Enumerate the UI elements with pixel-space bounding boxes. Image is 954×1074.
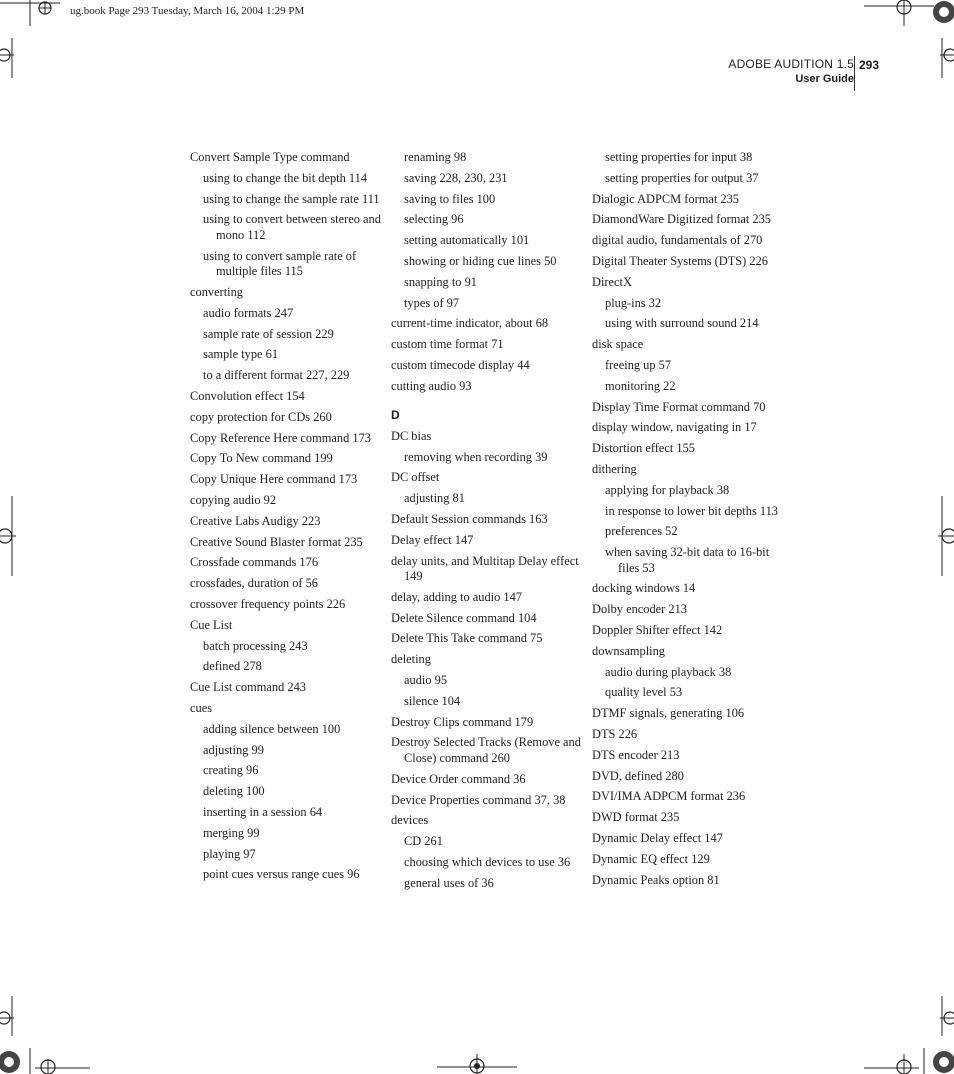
index-subentry: when saving 32-bit data to 16-bit files 53 — [605, 545, 770, 575]
index-entry: Cue List — [190, 617, 233, 632]
registration-mark-left-upper — [0, 38, 20, 78]
index-subentry: audio 95 — [404, 673, 448, 688]
index-entry: delay units, and Multitap Delay effect 149 — [391, 553, 579, 584]
index-entry: DiamondWare Digitized format 235 — [592, 212, 771, 227]
index-entry: Dialogic ADPCM format 235 — [592, 191, 739, 206]
index-entry: Dynamic Peaks option 81 — [592, 872, 720, 887]
index-column-1 — [190, 150, 385, 888]
index-entry: Copy To New command 199 — [190, 451, 333, 466]
index-subentry: CD 261 — [404, 834, 443, 849]
index-entry: Copy Unique Here command 173 — [190, 472, 358, 487]
index-subentry: monitoring 22 — [605, 378, 676, 393]
index-entry: Doppler Shifter effect 142 — [592, 623, 723, 638]
index-subentry: saving 228, 230, 231 — [404, 170, 508, 185]
index-entry: custom time format 71 — [391, 337, 504, 352]
index-entry: DWD format 235 — [592, 810, 680, 825]
index-subentry: using to change the bit depth 114 — [203, 170, 368, 185]
index-subentry: batch processing 243 — [203, 638, 308, 653]
index-entry: Dynamic Delay effect 147 — [592, 831, 723, 845]
index-entry: current-time indicator, about 68 — [391, 316, 549, 331]
index-entry: Dolby encoder 213 — [592, 602, 687, 617]
index-subentry: adding silence between 100 — [203, 721, 341, 736]
index-column-3 — [592, 150, 792, 893]
index-entry: DVI/IMA ADPCM format 236 — [592, 789, 746, 804]
index-entry: DC offset — [391, 470, 440, 485]
index-entry: Copy Reference Here command 173 — [190, 430, 371, 445]
index-subentry: creating 96 — [203, 763, 259, 778]
index-entry: Destroy Selected Tracks (Remove and Close) command 260 — [391, 735, 581, 765]
index-subentry: using to convert sample rate of multiple files 115 — [203, 248, 357, 279]
registration-mark-bottom-left — [0, 1044, 90, 1074]
index-subentry: showing or hiding cue lines 50 — [404, 253, 557, 268]
index-entry: Dynamic EQ effect 129 — [592, 851, 710, 866]
index-subentry: plug-ins 32 — [605, 295, 662, 310]
index-entry: downsampling — [592, 643, 665, 658]
index-subentry: setting automatically 101 — [404, 233, 530, 248]
index-entry: Default Session commands 163 — [391, 511, 548, 526]
index-subentry: sample type 61 — [203, 347, 279, 362]
index-entry: crossover frequency points 226 — [190, 596, 346, 611]
index-subentry: selecting 96 — [404, 212, 464, 227]
index-entry: Delay effect 147 — [391, 532, 474, 547]
index-subentry: inserting in a session 64 — [203, 804, 323, 819]
registration-mark-left-lower — [0, 996, 20, 1036]
index-entry: dithering — [592, 461, 637, 476]
index-entry: cutting audio 93 — [391, 378, 472, 393]
guide-name: User Guide — [795, 73, 854, 85]
index-subentry: merging 99 — [203, 825, 260, 840]
index-entry: Convolution effect 154 — [190, 388, 305, 403]
index-entry: converting — [190, 284, 243, 299]
running-header — [728, 57, 854, 85]
index-entry: disk space — [592, 337, 644, 352]
registration-mark-right-upper — [934, 38, 954, 78]
index-subentry: using with surround sound 214 — [605, 316, 759, 331]
product-name: ADOBE AUDITION 1.5 — [728, 57, 854, 71]
index-entry: Device Order command 36 — [391, 771, 526, 786]
print-slug: ug.book Page 293 Tuesday, March 16, 2004 1:29 PM — [70, 5, 305, 17]
registration-mark-top-right — [864, 0, 954, 30]
index-entry: DC bias — [391, 428, 432, 443]
index-subentry: point cues versus range cues 96 — [203, 867, 360, 882]
registration-mark-bottom-center — [437, 1050, 517, 1074]
index-subentry: in response to lower bit depths 113 — [605, 503, 778, 518]
index-entry: Creative Sound Blaster format 235 — [190, 534, 363, 549]
index-section-letter: D — [391, 408, 400, 423]
index-subentry: setting properties for output 37 — [605, 170, 759, 185]
index-entry: Crossfade commands 176 — [190, 555, 319, 570]
index-subentry: general uses of 36 — [404, 875, 494, 890]
index-entry: devices — [391, 813, 429, 828]
index-entry: Delete This Take command 75 — [391, 631, 543, 646]
header-divider — [854, 56, 855, 91]
index-entry: custom timecode display 44 — [391, 357, 530, 372]
index-subentry: setting properties for input 38 — [605, 150, 753, 164]
index-subentry: applying for playback 38 — [605, 482, 730, 497]
registration-mark-bottom-right — [864, 1044, 954, 1074]
index-entry: Digital Theater Systems (DTS) 226 — [592, 253, 768, 268]
registration-mark-top-left — [0, 0, 60, 30]
index-entry: Distortion effect 155 — [592, 441, 696, 456]
index-subentry: adjusting 81 — [404, 491, 465, 506]
page-number: 293 — [859, 58, 880, 72]
registration-mark-left-middle — [0, 496, 20, 576]
index-entry: Creative Labs Audigy 223 — [190, 513, 321, 528]
index-subentry: playing 97 — [203, 846, 256, 861]
index-entry: Delete Silence command 104 — [391, 610, 537, 625]
index-entry: Display Time Format command 70 — [592, 399, 766, 414]
index-subentry: choosing which devices to use 36 — [404, 854, 571, 869]
registration-mark-right-lower — [934, 996, 954, 1036]
index-entry: Convert Sample Type command — [190, 150, 350, 164]
index-subentry: audio during playback 38 — [605, 664, 732, 679]
index-subentry: adjusting 99 — [203, 742, 264, 757]
index-subentry: removing when recording 39 — [404, 449, 548, 464]
index-entry: digital audio, fundamentals of 270 — [592, 233, 763, 248]
index-entry: DirectX — [592, 274, 632, 289]
index-subentry: silence 104 — [404, 693, 461, 708]
index-entry: Device Properties command 37, 38 — [391, 792, 566, 807]
index-entry: deleting — [391, 652, 431, 667]
index-entry: Cue List command 243 — [190, 680, 306, 695]
index-entry: delay, adding to audio 147 — [391, 589, 522, 604]
index-subentry: quality level 53 — [605, 685, 683, 700]
index-entry: DTMF signals, generating 106 — [592, 706, 745, 721]
index-subentry: to a different format 227, 229 — [203, 368, 350, 383]
index-subentry: renaming 98 — [404, 150, 467, 164]
index-entry: Destroy Clips command 179 — [391, 714, 534, 729]
index-subentry: freeing up 57 — [605, 357, 672, 372]
index-entry: DTS encoder 213 — [592, 747, 680, 762]
index-column-2 — [391, 150, 586, 897]
index-entry: docking windows 14 — [592, 581, 696, 596]
index-subentry: saving to files 100 — [404, 191, 496, 206]
index-subentry: deleting 100 — [203, 784, 265, 799]
index-subentry: sample rate of session 229 — [203, 326, 334, 341]
index-subentry: using to convert between stereo and mono 112 — [203, 212, 381, 242]
index-entry: copy protection for CDs 260 — [190, 409, 332, 424]
index-subentry: defined 278 — [203, 659, 262, 674]
index-subentry: preferences 52 — [605, 524, 678, 539]
index-subentry: using to change the sample rate 111 — [203, 191, 380, 206]
index-entry: cues — [190, 700, 213, 715]
index-subentry: audio formats 247 — [203, 305, 294, 320]
index-entry: crossfades, duration of 56 — [190, 576, 319, 591]
index-subentry: types of 97 — [404, 295, 460, 310]
registration-mark-right-middle — [934, 496, 954, 576]
index-subentry: snapping to 91 — [404, 274, 477, 289]
index-entry: DTS 226 — [592, 727, 638, 742]
index-entry: display window, navigating in 17 — [592, 420, 757, 435]
index-entry: copying audio 92 — [190, 492, 277, 507]
index-entry: DVD, defined 280 — [592, 768, 684, 783]
